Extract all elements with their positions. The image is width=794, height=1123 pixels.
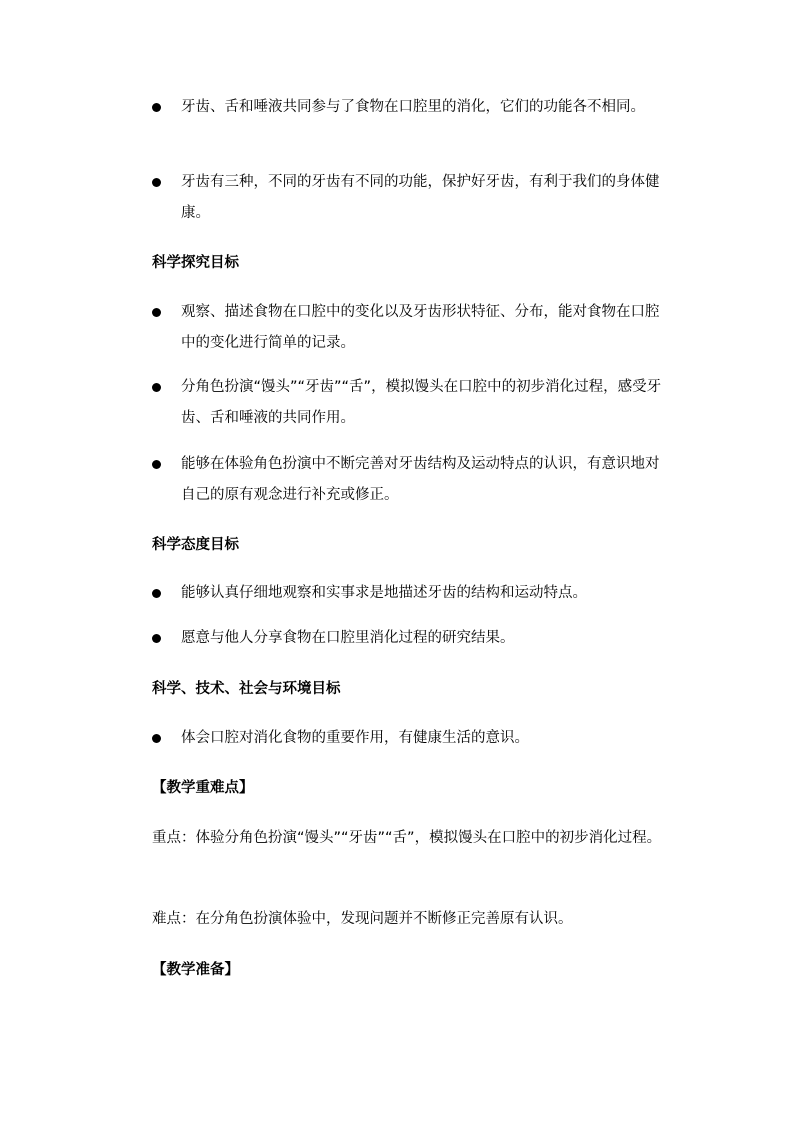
list-item: 体会口腔对消化食物的重要作用，有健康生活的意识。 xyxy=(152,723,672,754)
bullet-icon xyxy=(152,178,161,187)
list-item: 能够认真仔细地观察和实事求是地描述牙齿的结构和运动特点。 xyxy=(152,578,672,609)
section-heading-stse: 科学、技术、社会与环境目标 xyxy=(152,681,341,697)
section-heading-inquiry: 科学探究目标 xyxy=(152,255,239,271)
bullet-icon xyxy=(152,589,161,598)
key-point-paragraph: 重点：体验分角色扮演“馒头”“牙齿”“舌”，模拟馒头在口腔中的初步消化过程。 xyxy=(152,830,662,846)
bullet-icon xyxy=(152,460,161,469)
section-heading-key-points: 【教学重难点】 xyxy=(152,780,254,796)
list-item: 愿意与他人分享食物在口腔里消化过程的研究结果。 xyxy=(152,623,672,654)
difficulty-paragraph: 难点：在分角色扮演体验中，发现问题并不断修正完善原有认识。 xyxy=(152,911,573,927)
section-heading-attitude: 科学态度目标 xyxy=(152,537,239,553)
bullet-icon xyxy=(152,103,161,112)
bullet-icon xyxy=(152,634,161,643)
list-item: 能够在体验角色扮演中不断完善对牙齿结构及运动特点的认识，有意识地对自己的原有观念进行补充或修正。 xyxy=(152,449,672,511)
list-item: 牙齿有三种，不同的牙齿有不同的功能，保护好牙齿，有利于我们的身体健康。 xyxy=(152,167,672,229)
bullet-icon xyxy=(152,308,161,317)
bullet-icon xyxy=(152,383,161,392)
section-heading-preparation: 【教学准备】 xyxy=(152,962,239,978)
bullet-icon xyxy=(152,734,161,743)
list-item: 分角色扮演“馒头”“牙齿”“舌”，模拟馒头在口腔中的初步消化过程，感受牙齿、舌和唾液的共同作用。 xyxy=(152,372,672,434)
list-item: 观察、描述食物在口腔中的变化以及牙齿形状特征、分布，能对食物在口腔中的变化进行简单的记录。 xyxy=(152,297,672,359)
list-item: 牙齿、舌和唾液共同参与了食物在口腔里的消化，它们的功能各不相同。 xyxy=(152,92,672,123)
